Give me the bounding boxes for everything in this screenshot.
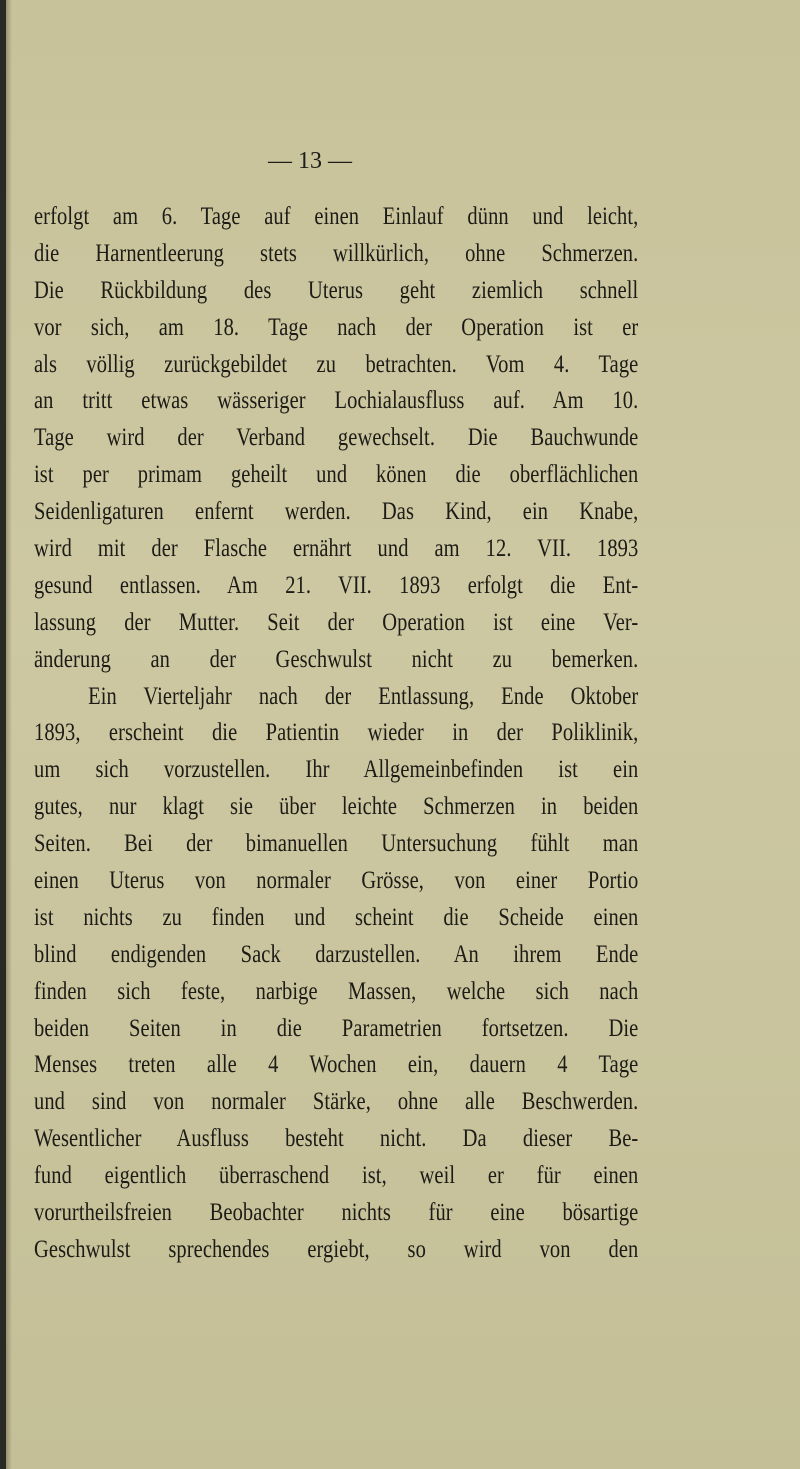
text-line: als völlig zurückgebildet zu betrachten. Vom 4. Tage <box>34 350 639 378</box>
paragraph-start-line: Ein Vierteljahr nach der Entlassung, Ende Oktober <box>88 682 639 710</box>
text-line: Seidenligaturen enfernt werden. Das Kind, ein Knabe, <box>34 498 639 526</box>
text-line: ist per primam geheilt und könen die oberflächlichen <box>34 461 639 489</box>
text-line: Seiten. Bei der bimanuellen Untersuchung fühlt man <box>34 830 639 858</box>
text-line: einen Uterus von normaler Grösse, von einer Portio <box>34 867 639 895</box>
text-line: wird mit der Flasche ernährt und am 12. VII. 1893 <box>34 535 639 563</box>
text-line: fund eigentlich überraschend ist, weil er für einen <box>34 1162 639 1190</box>
text-line: ist nichts zu finden und scheint die Scheide einen <box>34 903 639 931</box>
text-line: vor sich, am 18. Tage nach der Operation ist er <box>34 313 639 341</box>
text-line: die Harnentleerung stets willkürlich, ohne Schmerzen. <box>34 239 639 267</box>
body-text <box>34 199 638 1269</box>
text-line: um sich vorzustellen. Ihr Allgemeinbefinden ist ein <box>34 756 639 784</box>
text-line: an tritt etwas wässeriger Lochialausfluss auf. Am 10. <box>34 387 639 415</box>
text-line: lassung der Mutter. Seit der Operation ist eine Ver- <box>34 608 639 636</box>
text-line: Menses treten alle 4 Wochen ein, dauern 4 Tage <box>34 1051 639 1079</box>
text-line: Die Rückbildung des Uterus geht ziemlich schnell <box>34 276 639 304</box>
text-line: finden sich feste, narbige Massen, welche sich nach <box>34 977 639 1005</box>
text-line: erfolgt am 6. Tage auf einen Einlauf dünn und leicht, <box>34 203 639 230</box>
text-line: beiden Seiten in die Parametrien fortsetzen. Die <box>34 1014 639 1042</box>
text-line: gesund entlassen. Am 21. VII. 1893 erfolgt die Ent- <box>34 571 639 599</box>
binding-shadow <box>6 0 12 1469</box>
text-line: gutes, nur klagt sie über leichte Schmerzen in beiden <box>34 793 639 821</box>
text-line: blind endigenden Sack darzustellen. An ihrem Ende <box>34 940 639 968</box>
text-line: vorurtheilsfreien Beobachter nichts für eine bösartige <box>34 1199 639 1227</box>
text-line: 1893, erscheint die Patientin wieder in der Poliklinik, <box>34 719 639 747</box>
text-line: änderung an der Geschwulst nicht zu bemerken. <box>34 645 639 673</box>
text-line: Geschwulst sprechendes ergiebt, so wird von den <box>34 1235 639 1263</box>
page-number-text: — 13 — <box>268 148 352 174</box>
text-line: Wesentlicher Ausfluss besteht nicht. Da dieser Be- <box>34 1125 639 1153</box>
text-line: Tage wird der Verband gewechselt. Die Bauchwunde <box>34 424 639 452</box>
text-line: und sind von normaler Stärke, ohne alle Beschwerden. <box>34 1088 639 1116</box>
